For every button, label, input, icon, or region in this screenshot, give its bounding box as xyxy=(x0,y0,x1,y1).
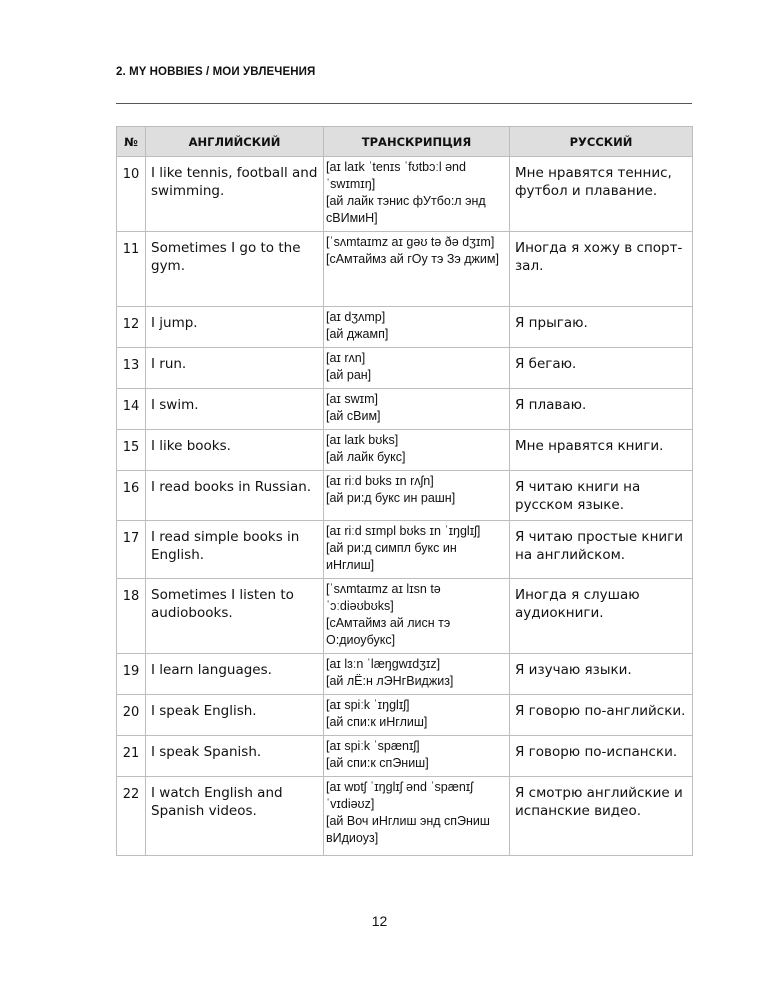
table-row xyxy=(117,157,693,232)
table-row xyxy=(117,471,693,521)
transcription-cell xyxy=(324,157,510,232)
ipa-transcription: [aɪ wɒtʃ ˈɪŋglɪʃ ənd ˈspænɪʃ ˈvɪdiəʊz] xyxy=(326,780,474,811)
russian-transcription: [ай джамп] xyxy=(326,327,389,341)
english-phrase: I read simple books in English. xyxy=(146,521,324,579)
russian-translation: Мне нравятся книги. xyxy=(510,430,693,471)
english-phrase: I watch English and Spanish videos. xyxy=(146,777,324,856)
ipa-transcription: [aɪ laɪk bʊks] xyxy=(326,433,399,447)
table-row xyxy=(117,579,693,654)
russian-transcription: [ай лайк тэнис фУтбо:л энд сВИмиН] xyxy=(326,194,486,225)
russian-transcription: [ай Воч иНглиш энд спЭниш вИдиоуз] xyxy=(326,814,490,845)
english-phrase: I speak English. xyxy=(146,695,324,736)
transcription-cell xyxy=(324,471,510,521)
table-row xyxy=(117,430,693,471)
russian-translation: Я читаю простые книги на английском. xyxy=(510,521,693,579)
russian-transcription: [ай лЁ:н лЭНгВиджиз] xyxy=(326,674,454,688)
table-row xyxy=(117,232,693,307)
row-number: 18 xyxy=(117,579,146,654)
row-number: 10 xyxy=(117,157,146,232)
transcription-cell xyxy=(324,736,510,777)
ipa-transcription: [aɪ rʌn] xyxy=(326,351,366,365)
row-number: 17 xyxy=(117,521,146,579)
table-row xyxy=(117,521,693,579)
row-number: 12 xyxy=(117,307,146,348)
english-phrase: I jump. xyxy=(146,307,324,348)
row-number: 13 xyxy=(117,348,146,389)
english-phrase: I speak Spanish. xyxy=(146,736,324,777)
english-phrase: I learn languages. xyxy=(146,654,324,695)
russian-transcription: [сАмтаймз ай гОу тэ Зэ джим] xyxy=(326,252,499,266)
vocabulary-table xyxy=(116,126,693,856)
russian-transcription: [ай ри:д симпл букс ин иНглиш] xyxy=(326,541,457,572)
russian-transcription: [сАмтаймз ай лисн тэ О:диоубукс] xyxy=(326,616,451,647)
row-number: 16 xyxy=(117,471,146,521)
russian-transcription: [ай ри:д букс ин рашн] xyxy=(326,491,456,505)
russian-translation: Я прыгаю. xyxy=(510,307,693,348)
english-phrase: I swim. xyxy=(146,389,324,430)
transcription-cell xyxy=(324,307,510,348)
ipa-transcription: [aɪ riːd sɪmpl bʊks ɪn ˈɪŋglɪʃ] xyxy=(326,524,481,538)
transcription-cell xyxy=(324,389,510,430)
column-header-english: АНГЛИЙСКИЙ xyxy=(146,127,324,157)
russian-translation: Я говорю по-испански. xyxy=(510,736,693,777)
section-title: 2. MY HOBBIES / МОИ УВЛЕЧЕНИЯ xyxy=(116,66,316,78)
english-phrase: I run. xyxy=(146,348,324,389)
row-number: 20 xyxy=(117,695,146,736)
russian-transcription: [ай лайк букс] xyxy=(326,450,406,464)
table-row xyxy=(117,777,693,856)
transcription-cell xyxy=(324,348,510,389)
table-row xyxy=(117,307,693,348)
column-header-transcription: ТРАНСКРИПЦИЯ xyxy=(324,127,510,157)
row-number: 19 xyxy=(117,654,146,695)
english-phrase: Sometimes I listen to audiobooks. xyxy=(146,579,324,654)
ipa-transcription: [aɪ spiːk ˈspænɪʃ] xyxy=(326,739,420,753)
transcription-cell xyxy=(324,430,510,471)
transcription-cell xyxy=(324,777,510,856)
table-header-row xyxy=(117,127,693,157)
ipa-transcription: [aɪ swɪm] xyxy=(326,392,378,406)
russian-translation: Я говорю по-английски. xyxy=(510,695,693,736)
english-phrase: Sometimes I go to the gym. xyxy=(146,232,324,307)
russian-translation: Я изучаю языки. xyxy=(510,654,693,695)
ipa-transcription: [ˈsʌmtaɪmz aɪ lɪsn tə ˈɔːdiəʊbʊks] xyxy=(326,582,441,613)
russian-translation: Иногда я хожу в спорт-зал. xyxy=(510,232,693,307)
column-header-number: № xyxy=(117,127,146,157)
ipa-transcription: [aɪ laɪk ˈtenɪs ˈfʊtbɔːl ənd ˈswɪmɪŋ] xyxy=(326,160,466,191)
table-row xyxy=(117,348,693,389)
column-header-russian: РУССКИЙ xyxy=(510,127,693,157)
table-row xyxy=(117,736,693,777)
english-phrase: I like books. xyxy=(146,430,324,471)
russian-transcription: [ай ран] xyxy=(326,368,372,382)
table-row xyxy=(117,654,693,695)
page-number: 12 xyxy=(371,913,388,929)
header-divider xyxy=(116,103,692,104)
row-number: 11 xyxy=(117,232,146,307)
russian-translation: Мне нравятся теннис, футбол и плавание. xyxy=(510,157,693,232)
ipa-transcription: [ˈsʌmtaɪmz aɪ gəʊ tə ðə dʒɪm] xyxy=(326,235,495,249)
russian-transcription: [ай спи:к спЭниш] xyxy=(326,756,429,770)
russian-translation: Я плаваю. xyxy=(510,389,693,430)
russian-transcription: [ай сВим] xyxy=(326,409,381,423)
russian-transcription: [ай спи:к иНглиш] xyxy=(326,715,428,729)
transcription-cell xyxy=(324,654,510,695)
ipa-transcription: [aɪ dʒʌmp] xyxy=(326,310,386,324)
russian-translation: Иногда я слушаю аудиокниги. xyxy=(510,579,693,654)
transcription-cell xyxy=(324,232,510,307)
russian-translation: Я смотрю английские и испанские видео. xyxy=(510,777,693,856)
transcription-cell xyxy=(324,521,510,579)
table-row xyxy=(117,695,693,736)
english-phrase: I like tennis, football and swimming. xyxy=(146,157,324,232)
english-phrase: I read books in Russian. xyxy=(146,471,324,521)
transcription-cell xyxy=(324,695,510,736)
transcription-cell xyxy=(324,579,510,654)
row-number: 14 xyxy=(117,389,146,430)
ipa-transcription: [aɪ lɜːn ˈlæŋgwɪdʒɪz] xyxy=(326,657,441,671)
russian-translation: Я бегаю. xyxy=(510,348,693,389)
row-number: 15 xyxy=(117,430,146,471)
ipa-transcription: [aɪ riːd bʊks ɪn rʌʃn] xyxy=(326,474,434,488)
table-row xyxy=(117,389,693,430)
row-number: 22 xyxy=(117,777,146,856)
ipa-transcription: [aɪ spiːk ˈɪŋglɪʃ] xyxy=(326,698,410,712)
row-number: 21 xyxy=(117,736,146,777)
russian-translation: Я читаю книги на русском языке. xyxy=(510,471,693,521)
